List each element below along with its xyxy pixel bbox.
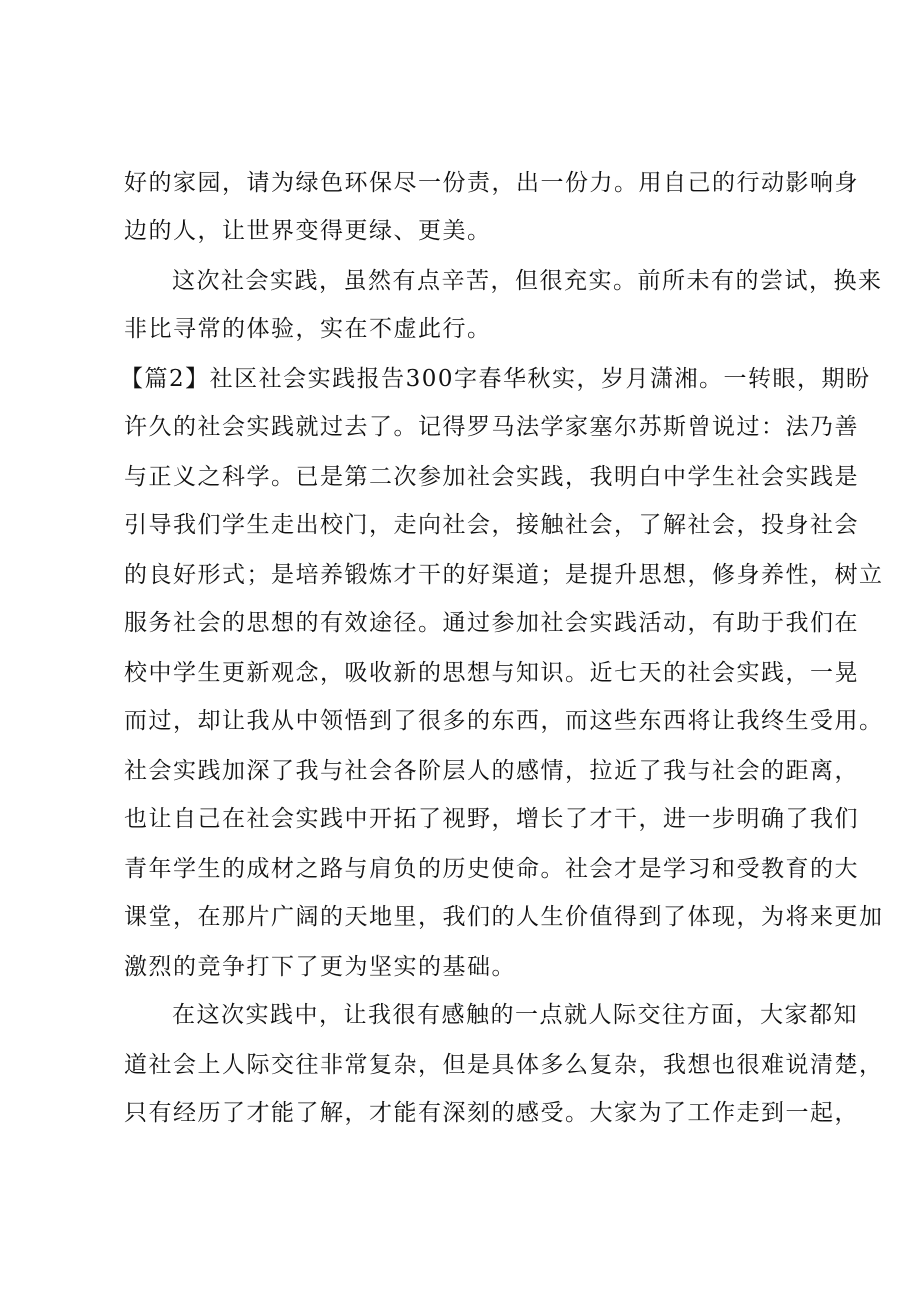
text-line: 课堂，在那片广阔的天地里，我们的人生价值得到了体现，为将来更加	[124, 904, 884, 930]
text-line: 只有经历了才能了解，才能有深刻的感受。大家为了工作走到一起，	[124, 1100, 859, 1126]
paragraph-line-indented: 这次社会实践，虽然有点辛苦，但很充实。前所未有的尝试，换来	[172, 268, 883, 294]
text-line: 激烈的竞争打下了更为坚实的基础。	[124, 954, 516, 980]
text-line: 道社会上人际交往非常复杂，但是具体多么复杂，我想也很难说清楚，	[124, 1052, 884, 1078]
text-line: 社会实践加深了我与社会各阶层人的感情，拉近了我与社会的距离，	[124, 758, 859, 784]
section-heading-line: 【篇2】社区社会实践报告300字春华秋实，岁月潇湘。一转眼，期盼	[120, 366, 871, 392]
text-line: 而过，却让我从中领悟到了很多的东西，而这些东西将让我终生受用。	[124, 708, 884, 734]
text-line: 好的家园，请为绿色环保尽一份责，出一份力。用自己的行动影响身	[124, 170, 859, 196]
text-line: 边的人，让世界变得更绿、更美。	[124, 218, 492, 244]
text-line: 服务社会的思想的有效途径。通过参加社会实践活动，有助于我们在	[124, 610, 859, 636]
text-line: 引导我们学生走出校门，走向社会，接触社会，了解社会，投身社会	[124, 512, 859, 538]
text-line: 青年学生的成材之路与肩负的历史使命。社会才是学习和受教育的大	[124, 856, 859, 882]
text-line: 许久的社会实践就过去了。记得罗马法学家塞尔苏斯曾说过：法乃善	[124, 414, 859, 440]
text-line: 非比寻常的体验，实在不虚此行。	[124, 316, 492, 342]
text-line: 的良好形式；是培养锻炼才干的好渠道；是提升思想，修身养性，树立	[124, 562, 884, 588]
text-line: 也让自己在社会实践中开拓了视野，增长了才干，进一步明确了我们	[124, 806, 859, 832]
paragraph-line-indented: 在这次实践中，让我很有感触的一点就人际交往方面，大家都知	[172, 1002, 858, 1028]
text-line: 校中学生更新观念，吸收新的思想与知识。近七天的社会实践，一晃	[124, 660, 859, 686]
text-line: 与正义之科学。已是第二次参加社会实践，我明白中学生社会实践是	[124, 464, 859, 490]
